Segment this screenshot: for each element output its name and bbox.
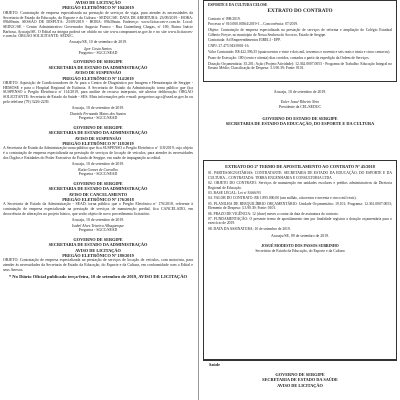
apostilamento-item: 02. OBJETO DO CONTRATO: Serviços de manutenção em unidades escolares e prédios administrativos da Diretoria Regional de Educação. [208, 181, 392, 190]
signature-role: Pregoeira - SGCC/SEAD [78, 172, 118, 177]
heading: PREGÃO ELETRÔNICO Nº 114/2019 [62, 75, 134, 81]
government-heading: GOVERNO DE SERGIPE [73, 236, 123, 242]
heading: AVISO DE LICITAÇÃO [277, 382, 323, 388]
secretariat-heading: SECRETARIA DE ESTADO DA EDUCAÇÃO, DO ESPORTE E DA CULTURA [225, 121, 375, 127]
erratum-text: * No Diário Oficial publicado terça-feira, 10 de setembro de 2019, AVISO DE LICITAÇÃO [8, 273, 188, 279]
extract-line: CNPJ: 27.475.943/0001-16. [208, 44, 250, 49]
extract-line: Valor Contratado: R$ 422.396,35 (quatrocentos e vinte e dois mil, trezentos e noventa e seis reais e trinta e cinco centavos). [208, 50, 391, 54]
notice-date: Aracaju, 10 de setembro de 2019. [71, 161, 125, 166]
signature-name: Isabel Alves Teixeira Albuquerque [72, 224, 124, 229]
extract-line: Objeto: Contratação de empresa especializada na prestação de serviços de reforma e ampliação do Colégio Estadual Gilberto Freyre, no município de Nossa Senhora do Socorro, Estado de Sergipe. [208, 28, 392, 37]
apostilamento-item: 06. PRAZO DE VIGÊNCIA: 12 (doze) meses a contar da data de assinatura do contrato. [208, 211, 339, 216]
government-heading: GOVERNO DE SERGIPE [73, 124, 123, 130]
apostilamento-item: 05. PLANILHA DE REEQUILÍBRIO ORÇAMENTÁRIO: Unidade Orçamentária: 19.101; Programa: 12.361.0007.0053; Elemento de Despesa: 3.3.90.39; Fonte: 0101. [208, 201, 392, 211]
apostilamento-title: EXTRATO DO 2º TERMO DE APOSTILAMENTO AO CONTRATO Nº 45/2018 [225, 164, 375, 169]
extract-line: Dotação Orçamentária: 35.201; Ação (Projeto/Atividade): 12.362.0007.0053 - Programa de Trabalho: Educação Integral no Ensino Médio; Classificação de Despesa: 3.3.90.39; Fonte: 0101. [208, 61, 392, 70]
apostilamento-item: 01. PARTES/SIGNATÁRIAS: CONTRATANTE: SECRETARIA DE ESTADO DA EDUCAÇÃO, DO ESPORTE E DA CULTURA – CONTRATADA: TERRA ENGENHARIA E CONSULTORIA LTDA [208, 171, 392, 180]
government-heading: GOVERNO DO ESTADO DE SERGIPE [262, 115, 338, 121]
government-heading: GOVERNO DE SERGIPE [73, 59, 123, 65]
notice-text: OBJETO: Contratação de empresa especializada na prestação de serviços de vigia, para atender às necessidades da Secretaria de Estado da Educação, do Esporte e da Cultura - SEDUC/SE. DATA DE ABERTURA: 23/09/2019 - HORA: 09h00min. SESSÃO DE DISPUTA: 23/09/2019 - HORA: 09h30min. Endereço: www.licitacoes-e.com.br. Local: SEDUC/SE - Centro Administrativo Governador Augusto Franco - Rua Gutemberg Chagas, nº 169, Bairro Inácio Barbosa, Aracaju/SE. O Edital na íntegra poderá ser obtido no site www.comprasnet.se.gov.br e no site www.licitacoes-e.com.br. ÓRGÃO SOLICITANTE: SEDUC. [3, 10, 193, 39]
extract-line: Processo nº 010.000.00364/2019-1 – Concorrência: 07/2019. [208, 22, 299, 27]
notice-text: A Secretaria de Estado da Administração torna público que fica SUSPENSO o Pregão Eletrônico nº 118/2019, cujo objeto é a contratação de empresa especializada na prestação de serviços de locação de veículos, para atender às necessidades dos Órgãos e Entidades do Poder Executivo do Estado de Sergipe, em razão de impugnação ao edital. [3, 146, 193, 160]
signature-name: Euler Josué Ribeiro Neto [280, 100, 320, 105]
secretariat-heading: SECRETARIA DE ESTADO DA ADMINISTRAÇÃO [48, 130, 148, 136]
signature-date: Aracaju, 10 de setembro de 2019. [273, 90, 327, 94]
left-column [3, 0, 195, 281]
heading: AVISO DE LICITAÇÃO [75, 247, 121, 253]
heading: AVISO DE LICITAÇÃO [75, 0, 121, 5]
apostilamento-box [203, 160, 397, 360]
extract-line: Contratada: Ad Empreendimentos EIRELI - EPP. [208, 38, 281, 43]
secretariat-heading: SECRETARIA DE ESTADO DA ADMINISTRAÇÃO [48, 242, 148, 248]
notice-date: Aracaju/SE, 10 de setembro de 2019. [68, 40, 128, 45]
heading: AVISO DE CANCELAMENTO [68, 191, 128, 197]
extract-line: Prazo de Execução: 180 (cento e oitenta) dias corridos, contados a partir da expedição da Ordem de Serviços. [208, 55, 370, 60]
signature-name: Katia Gomes de Carvalho [78, 167, 118, 172]
signature-name: Daniela Fernanda Matos dos Santos [70, 111, 126, 116]
apostilamento-date: Aracaju/SE, 09 de setembro de 2019. [270, 234, 330, 239]
signature-name: Igor Costa Santos [84, 46, 112, 51]
government-heading: GOVERNO DE SERGIPE [73, 180, 123, 186]
signature-name: JOSUÉ MODESTO DOS PASSOS SUBRINHO [261, 244, 339, 249]
notice-text: OBJETO: Contratação de empresa especializada na prestação de serviços de locação de veículos, com motorista, para atender às necessidades da Secretaria de Estado da Educação, do Esporte e da Cultura, em conformidade com o Edital e seus Anexos. [3, 258, 193, 272]
signature-role: Secretário de Estado da Educação, do Esporte e da Cultura [255, 248, 345, 253]
notice-date: Aracaju, 10 de setembro de 2019. [71, 217, 125, 222]
signature-role: Pregoeira - SGCC/SEAD [78, 116, 118, 121]
heading: AVISO DE SUSPENSÃO [74, 135, 122, 141]
apostilamento-item: 03. BASE LEGAL: Lei nº 8.666/93 [208, 191, 261, 196]
heading: PREGÃO ELETRÔNICO Nº 176/2018 [62, 197, 134, 203]
secretariat-heading: SECRETARIA DE ESTADO DA ADMINISTRAÇÃO [48, 186, 148, 192]
government-heading: GOVERNO DE SERGIPE [275, 372, 325, 377]
saude-section [203, 372, 397, 388]
apostilamento-item: 04. VALOR DO CONTRATO: R$ 1.895.000,00 (um milhão, oitocentos e noventa e cinco mil reais). [208, 196, 357, 201]
signature-role: Presidente da CEL/SEDUC [279, 104, 321, 109]
notice-text: OBJETO: Aquisição de Condicionadores de Ar para o Centro de Diagnóstico por Imagem e Hemoterapia de Sergipe - HEMOSE e para o Hospital Regional de Estância. A Secretaria de Estado da Administração torna público que fica SUSPENSO o Pregão Eletrônico nº 114/2019, para análise de recurso interposto, até ulterior deliberação. ÓRGÃO SOLICITANTE: Secretaria de Estado da Saúde - SES. Mais informações pelo e-mail: pregoeiros.sgcc@sead.se.gov.br ou pelo telefone (79) 3226-2239. [3, 80, 193, 104]
notice-text: A Secretaria de Estado da Administração - SEAD, torna público que o Pregão Eletrônico nº 176/2018, referente à contratação de empresa especializada na prestação de serviços de manutenção predial, fica CANCELADO, em decorrência de alterações no projeto básico, que serão objeto de novo procedimento licitatório. [3, 202, 193, 216]
column-divider [198, 0, 199, 400]
contract-extract-box [203, 0, 397, 82]
heading: PREGÃO ELETRÔNICO Nº 180/2019 [62, 253, 134, 259]
signature-block [203, 88, 397, 158]
signature-role: Pregoeiro - SGCC/SEAD [78, 50, 118, 55]
top-strip: ESPORTE E DA CULTURA CELOSE [208, 3, 268, 7]
secretariat-heading: SECRETARIA DE ESTADO DA ADMINISTRAÇÃO [48, 64, 148, 70]
extract-line: Contrato nº 098/2019. [208, 16, 241, 21]
heading: PREGÃO ELETRÔNICO Nº 104/2019 [62, 5, 134, 11]
section-label-saude: Saúde [203, 360, 397, 368]
secretariat-heading: SECRETARIA DE ESTADO DA SAÚDE [262, 377, 338, 383]
heading: AVISO DE SUSPENSÃO [74, 70, 122, 76]
apostilamento-item: 07. FUNDAMENTAÇÃO: O presente termo de apostilamento tem por finalidade registrar a dotação orçamentária para o exercício de 2019. [208, 217, 392, 226]
signature-role: Pregoeira - SGCC/SEAD [78, 228, 118, 233]
box-title: EXTRATO DO CONTRATO [267, 8, 333, 15]
right-column [203, 0, 397, 400]
apostilamento-item: 08. DATA DA ASSINATURA: 10 de setembro de 2019. [208, 226, 291, 231]
heading: PREGÃO ELETRÔNICO Nº 118/2019 [62, 140, 134, 146]
notice-date: Aracaju, 10 de setembro de 2019. [71, 105, 125, 110]
